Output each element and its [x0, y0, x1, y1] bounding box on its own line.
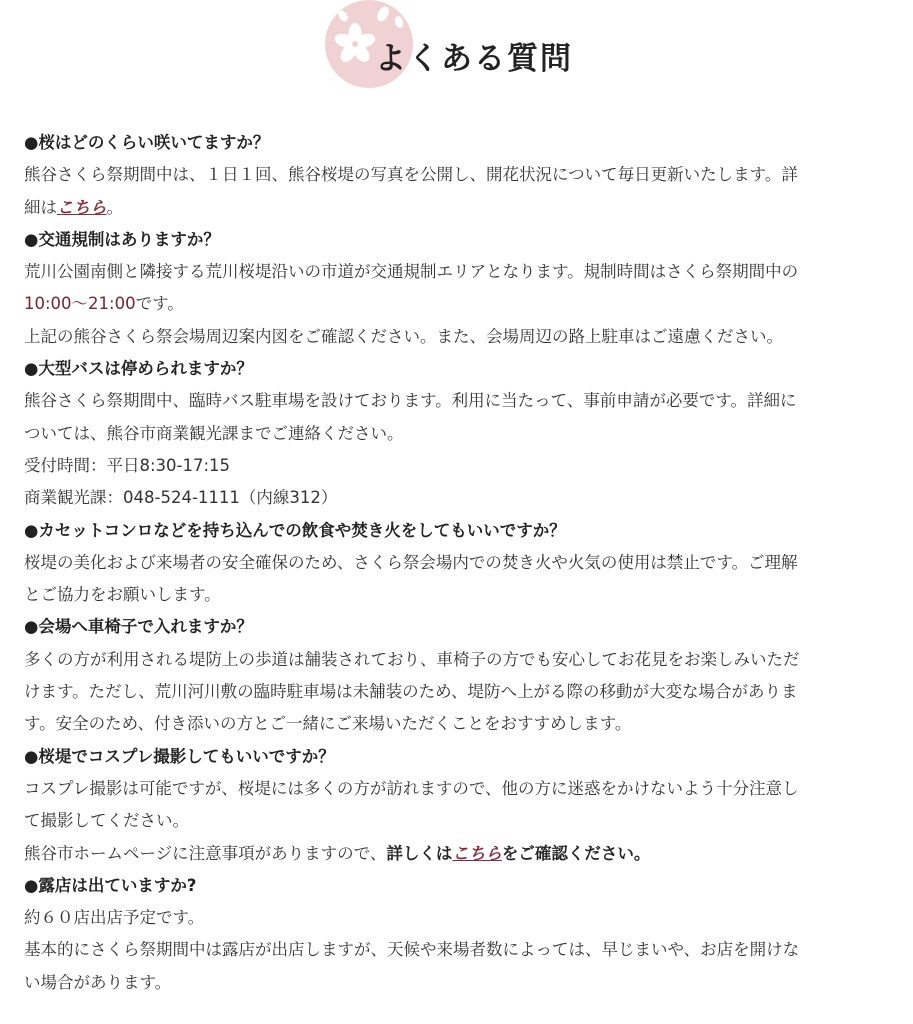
faq-question: ●露店は出ていますか?	[24, 875, 197, 895]
faq-answer-line: ついては、熊谷市商業観光課までご連絡ください。	[24, 423, 404, 443]
faq-answer-line: とご協力をお願いします。	[24, 585, 221, 605]
faq-answer-line: 熊谷さくら祭期間中は、１日１回、熊谷桜堤の写真を公開し、開花状況について毎日更新いたします。詳	[24, 165, 798, 185]
answer-text: 熊谷市ホームページに注意事項がありますので、	[24, 843, 387, 863]
faq-question: ●大型バスは停められますか？	[24, 359, 253, 379]
faq-question: ●会場へ車椅子で入れますか？	[24, 617, 253, 637]
details-link[interactable]: こちら	[57, 197, 107, 217]
faq-answer-line	[24, 192, 880, 224]
faq-question: ●交通規制はありますか？	[24, 229, 220, 249]
faq-question: ●カセットコンロなどを持ち込んでの飲食や焚き火をしてもいいですか？	[24, 520, 566, 540]
faq-question: ●桜はどのくらい咲いてますか？	[24, 133, 270, 152]
answer-bold-text: をご確認ください。	[501, 843, 651, 863]
faq-answer-line: 受付時間：平日8:30-17:15	[24, 455, 231, 475]
faq-answer-line: 上記の熊谷さくら祭会場周辺案内図をご確認ください。また、会場周辺の路上駐車はご遠慮ください。	[24, 326, 783, 346]
answer-text: 。	[106, 197, 123, 217]
faq-answer-line: 荒川公園南側と隣接する荒川桜堤沿いの市道が交通規制エリアとなります。規制時間はさくら祭期間中の	[24, 262, 799, 282]
page-title: よくある質問	[375, 41, 573, 77]
restriction-time: 10:00〜21:00	[24, 294, 136, 314]
faq-question: ●桜堤でコスプレ撮影してもいいですか？	[24, 746, 335, 766]
faq-answer-line	[24, 288, 880, 320]
faq-answer-line: て撮影してください。	[24, 811, 189, 831]
faq-answer-line: けます。ただし、荒川河川敷の臨時駐車場は未舗装のため、堤防へ上がる際の移動が大変な場合がありま	[24, 682, 798, 702]
faq-answer-line: 商業観光課：048-524-1111（内線312）	[24, 488, 338, 508]
faq-list	[24, 127, 880, 999]
details-link[interactable]: こちら	[452, 843, 502, 863]
faq-answer-line: 桜堤の美化および来場者の安全確保のため、さくら祭会場内での焚き火や火気の使用は禁止です。ご理解	[24, 552, 798, 572]
answer-text: です。	[135, 294, 184, 314]
page-header	[0, 0, 913, 100]
faq-answer-line	[24, 838, 880, 870]
faq-answer-line: す。安全のため、付き添いの方とご一緒にご来場いただくことをおすすめします。	[24, 714, 632, 734]
answer-bold-text: 詳しくは	[386, 843, 453, 863]
faq-answer-line: い場合があります。	[24, 972, 172, 992]
faq-answer-line: 約６０店出店予定です。	[24, 908, 205, 928]
faq-answer-line: 多くの方が利用される堤防上の歩道は舗装されており、車椅子の方でも安心してお花見をお楽しみいただ	[24, 649, 800, 669]
answer-text: 細は	[24, 197, 57, 217]
faq-answer-line: 熊谷さくら祭期間中、臨時バス駐車場を設けております。利用に当たって、事前申請が必要です。詳細に	[24, 391, 797, 411]
faq-answer-line: コスプレ撮影は可能ですが、桜堤には多くの方が訪れますので、他の方に迷惑をかけないよう十分注意し	[24, 778, 799, 798]
faq-answer-line: 基本的にさくら祭期間中は露店が出店しますが、天候や来場者数によっては、早じまいや、お店を開けな	[24, 940, 800, 960]
